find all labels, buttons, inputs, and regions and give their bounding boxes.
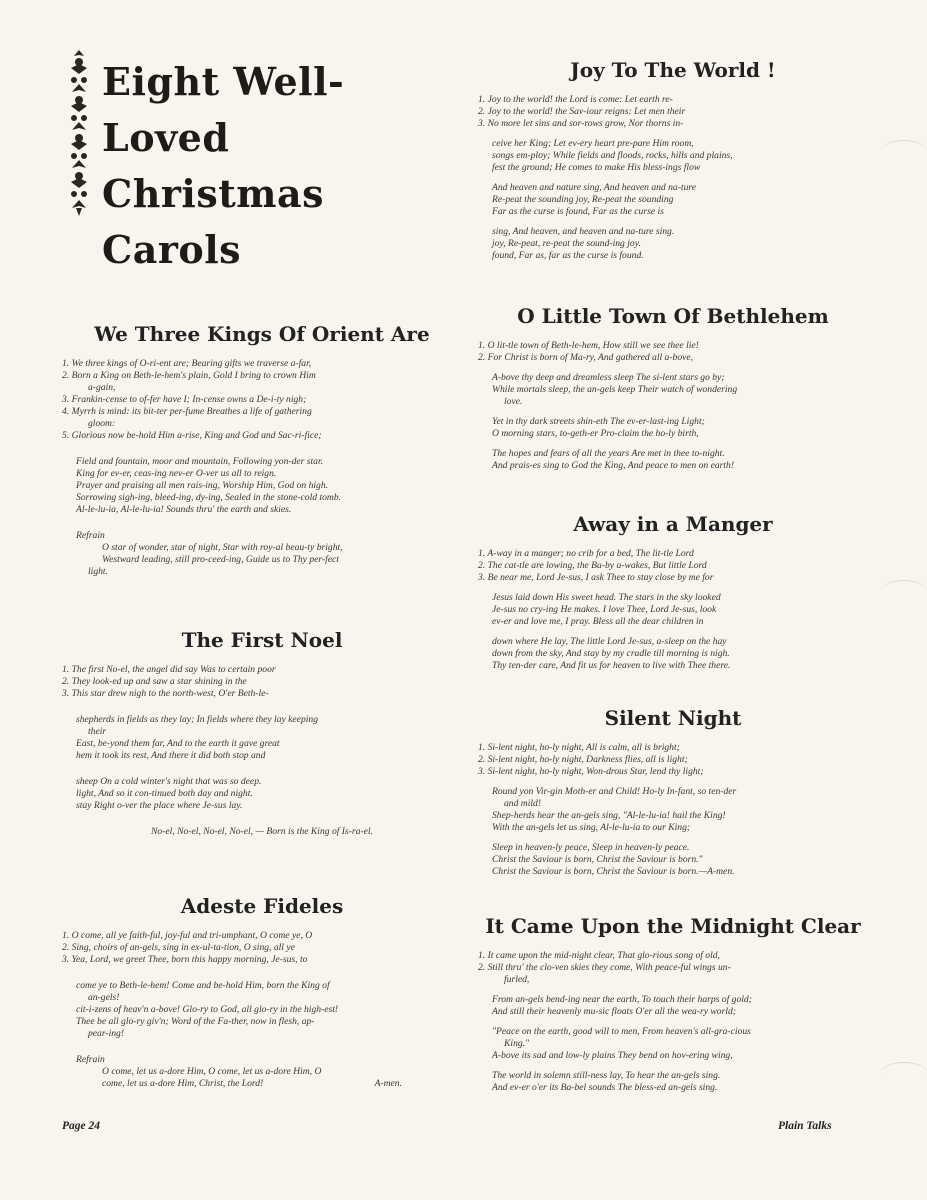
lyric-line: Al-le-lu-ia, Al-le-lu-ia! Sounds thru' the earth and skies.	[76, 504, 292, 515]
lyric-line: Thee be all glo-ry giv'n; Word of the Fa-ther, now in flesh, ap-	[76, 1016, 315, 1027]
lyric-line: ev-er and love me, I pray. Bless all the dear children in	[492, 616, 704, 627]
carol-title: The First Noel	[181, 628, 343, 652]
lyric-line: pear-ing!	[88, 1028, 125, 1039]
main-title-line-1: Eight Well-Loved	[102, 59, 345, 160]
lyric-line: 4. Myrrh is mind: its bit-ter per-fume Breathes a life of gathering	[62, 406, 312, 417]
punch-hole-mark	[881, 140, 927, 163]
lyric-line: 3. No more let sins and sor-rows grow, Nor thorns in-	[478, 118, 684, 129]
lyric-line: And prais-es sing to God the King, And peace to men on earth!	[492, 460, 735, 471]
lyric-line: 5. Glorious now be-hold Him a-rise, King and God and Sac-ri-fice;	[62, 430, 322, 441]
carol-lyrics	[478, 94, 868, 262]
lyric-line: down where He lay, The little Lord Je-sus, a-sleep on the hay	[492, 636, 727, 647]
main-title	[102, 54, 448, 278]
lyric-line: O morning stars, to-geth-er Pro-claim the ho-ly birth,	[492, 428, 699, 439]
lyric-line: Field and fountain, moor and mountain, Following yon-der star.	[76, 456, 324, 467]
carol-title: We Three Kings Of Orient Are	[94, 322, 430, 346]
lyric-line: 2. Still thru' the clo-ven skies they come, With peace-ful wings un-	[478, 962, 731, 973]
lyric-line: 2. Sing, choirs of an-gels, sing in ex-ul-ta-tion, O sing, all ye	[62, 942, 295, 953]
lyric-line: gloom:	[88, 418, 116, 429]
carol-title: Silent Night	[604, 706, 742, 730]
lyric-line: 2. They look-ed up and saw a star shining in the	[62, 676, 247, 687]
lyric-line: 3. Si-lent night, ho-ly night, Won-drous Star, lend thy light;	[478, 766, 704, 777]
holly-ornament-icon	[68, 48, 90, 216]
lyric-line: With the an-gels let us sing, Al-le-lu-ia to our King;	[492, 822, 691, 833]
lyric-line: Westward leading, still pro-ceed-ing, Guide us to Thy per-fect	[102, 554, 339, 565]
lyric-line: While mortals sleep, the an-gels keep Their watch of wondering	[492, 384, 738, 395]
amen-text: A-men.	[374, 1078, 402, 1089]
lyric-line: sheep On a cold winter's night that was so deep.	[76, 776, 262, 787]
carol-title: Away in a Manger	[573, 512, 773, 536]
lyric-line: an-gels!	[88, 992, 120, 1003]
refrain-label: Refrain	[76, 1054, 105, 1065]
lyric-line: Prayer and praising all men rais-ing, Worship Him, God on high.	[76, 480, 329, 491]
carol-away-in-a-manger	[478, 512, 868, 672]
lyric-line: 3. Frankin-cense to of-fer have I; In-cense owns a De-i-ty nigh;	[62, 394, 307, 405]
lyric-line: cit-i-zens of heav'n a-bove! Glo-ry to God, all glo-ry in the high-est!	[76, 1004, 339, 1015]
refrain-label: Refrain	[76, 530, 105, 541]
lyric-line: ceive her King; Let ev-ery heart pre-pare Him room,	[492, 138, 694, 149]
carol-lyrics	[62, 930, 462, 1090]
carol-the-first-noel	[62, 628, 462, 838]
carol-joy-to-the-world	[478, 58, 868, 262]
lyric-line: 3. Yea, Lord, we greet Thee, born this happy morning, Je-sus, to	[62, 954, 308, 965]
lyric-line: stay Right o-ver the place where Je-sus lay.	[76, 800, 243, 811]
lyric-line: Sleep in heaven-ly peace, Sleep in heaven-ly peace.	[492, 842, 690, 853]
lyric-line: King for ev-er, ceas-ing nev-er O-ver us all to reign.	[76, 468, 277, 479]
punch-hole-mark	[881, 1062, 927, 1085]
lyric-line: Yet in thy dark streets shin-eth The ev-er-last-ing Light;	[492, 416, 705, 427]
lyric-line: Christ the Saviour is born, Christ the Saviour is born."	[492, 854, 703, 865]
carol-lyrics	[478, 950, 868, 1094]
lyric-line: Christ the Saviour is born, Christ the Saviour is born.—A-men.	[492, 866, 735, 877]
lyric-line: 2. Born a King on Beth-le-hem's plain, Gold I bring to crown Him	[62, 370, 316, 381]
carol-title: It Came Upon the Midnight Clear	[485, 914, 861, 938]
lyric-line: sing, And heaven, and heaven and na-ture sing.	[492, 226, 675, 237]
lyric-line: From an-gels bend-ing near the earth, To touch their harps of gold;	[492, 994, 752, 1005]
lyric-line: Sorrowing sigh-ing, bleed-ing, dy-ing, Sealed in the stone-cold tomb.	[76, 492, 342, 503]
lyric-line: O star of wonder, star of night, Star with roy-al beau-ty bright,	[102, 542, 343, 553]
carol-title: O Little Town Of Bethlehem	[517, 304, 829, 328]
lyric-line: And ev-er o'er its Ba-bel sounds The bless-ed an-gels sing.	[492, 1082, 718, 1093]
carol-adeste-fideles	[62, 894, 462, 1090]
lyric-line: Far as the curse is found, Far as the curse is	[492, 206, 664, 217]
lyric-line: The world in solemn still-ness lay, To hear the an-gels sing.	[492, 1070, 721, 1081]
lyric-line: King."	[504, 1038, 530, 1049]
lyric-line: 2. Joy to the world! the Sav-iour reigns: Let men their	[478, 106, 686, 117]
lyric-line: fest the ground; He comes to make His bless-ings flow	[492, 162, 701, 173]
lyric-line: 1. The first No-el, the angel did say Was to certain poor	[62, 664, 276, 675]
lyric-line: 1. O come, all ye faith-ful, joy-ful and tri-umphant, O come ye, O	[62, 930, 313, 941]
lyric-line: Thy ten-der care, And fit us for heaven to live with Thee there.	[492, 660, 731, 671]
lyric-line: found, Far as, far as the curse is found.	[492, 250, 644, 261]
carol-lyrics	[478, 742, 868, 878]
carol-silent-night	[478, 706, 868, 878]
carol-lyrics	[62, 664, 462, 838]
lyric-line: A-bove thy deep and dreamless sleep The si-lent stars go by;	[492, 372, 725, 383]
lyric-line: 3. Be near me, Lord Je-sus, I ask Thee to stay close by me for	[478, 572, 714, 583]
lyric-text: come, let us a-dore Him, Christ, the Lord!	[102, 1078, 264, 1089]
lyric-line: hem it took its rest, And there it did both stop and	[76, 750, 266, 761]
carol-we-three-kings	[62, 322, 462, 578]
lyric-line: The hopes and fears of all the years Are met in thee to-night.	[492, 448, 725, 459]
lyric-line: 2. Si-lent night, ho-ly night, Darkness flies, all is light;	[478, 754, 688, 765]
lyric-line: 1. O lit-tle town of Beth-le-hem, How still we see thee lie!	[478, 340, 699, 351]
lyric-line: joy, Re-peat, re-peat the sound-ing joy.	[492, 238, 641, 249]
lyric-line: their	[88, 726, 107, 737]
lyric-line: light, And so it con-tinued both day and night.	[76, 788, 253, 799]
lyric-line: A-bove its sad and low-ly plains They bend on hov-ering wing,	[492, 1050, 733, 1061]
carol-title: Joy To The World !	[570, 58, 776, 82]
lyric-line: and mild!	[504, 798, 542, 809]
page-number: Page 24	[62, 1120, 101, 1132]
lyric-line: a-gain,	[88, 382, 116, 393]
lyric-line: Jesus laid down His sweet head. The stars in the sky looked	[492, 592, 721, 603]
lyric-line: furled,	[504, 974, 530, 985]
lyric-line	[62, 1078, 402, 1090]
lyric-line: No-el, No-el, No-el, No-el, — Born is the King of Is-ra-el.	[151, 826, 373, 837]
carol-title: Adeste Fideles	[180, 894, 344, 918]
lyric-line: 1. We three kings of O-ri-ent are; Bearing gifts we traverse a-far,	[62, 358, 312, 369]
carol-lyrics	[478, 548, 868, 672]
lyric-line: songs em-ploy; While fields and floods, rocks, hills and plains,	[492, 150, 733, 161]
lyric-line: come ye to Beth-le-hem! Come and be-hold Him, born the King of	[76, 980, 330, 991]
lyric-line: O come, let us a-dore Him, O come, let us a-dore Him, O	[102, 1066, 322, 1077]
lyric-line: down from the sky, And stay by my cradle till morning is nigh.	[492, 648, 730, 659]
lyric-line: 3. This star drew nigh to the north-west, O'er Beth-le-	[62, 688, 269, 699]
lyric-line: 1. A-way in a manger; no crib for a bed, The lit-tle Lord	[478, 548, 694, 559]
publication-name: Plain Talks	[778, 1120, 832, 1132]
lyric-line: And heaven and nature sing, And heaven and na-ture	[492, 182, 697, 193]
carol-o-little-town	[478, 304, 868, 472]
lyric-line: "Peace on the earth, good will to men, From heaven's all-gra-cious	[492, 1026, 751, 1037]
lyric-line: And still their heavenly mu-sic floats O'er all the wea-ry world;	[492, 1006, 736, 1017]
lyric-line: 1. Joy to the world! the Lord is come: Let earth re-	[478, 94, 673, 105]
lyric-line: 1. It came upon the mid-night clear, That glo-rious song of old,	[478, 950, 720, 961]
carol-midnight-clear	[478, 914, 868, 1094]
lyric-line: Re-peat the sounding joy, Re-peat the sounding	[492, 194, 674, 205]
lyric-line: 2. The cat-tle are lowing, the Ba-by a-wakes, But little Lord	[478, 560, 707, 571]
lyric-line: shepherds in fields as they lay; In fields where they lay keeping	[76, 714, 318, 725]
lyric-line: 2. For Christ is born of Ma-ry, And gathered all a-bove,	[478, 352, 694, 363]
lyric-line: Je-sus no cry-ing He makes. I love Thee, Lord Je-sus, look	[492, 604, 717, 615]
lyric-line: 1. Si-lent night, ho-ly night, All is calm, all is bright;	[478, 742, 680, 753]
carol-lyrics	[62, 358, 462, 578]
carol-lyrics	[478, 340, 868, 472]
lyric-line: East, be-yond them far, And to the earth it gave great	[76, 738, 280, 749]
title-banner	[68, 48, 448, 272]
lyric-line: love.	[504, 396, 523, 407]
main-title-line-2: Christmas Carols	[102, 171, 324, 272]
punch-hole-mark	[881, 580, 927, 603]
lyric-line: light.	[88, 566, 108, 577]
lyric-line: Round yon Vir-gin Moth-er and Child! Ho-ly In-fant, so ten-der	[492, 786, 737, 797]
lyric-line: Shep-herds hear the an-gels sing, "Al-le-lu-ia! hail the King!	[492, 810, 726, 821]
